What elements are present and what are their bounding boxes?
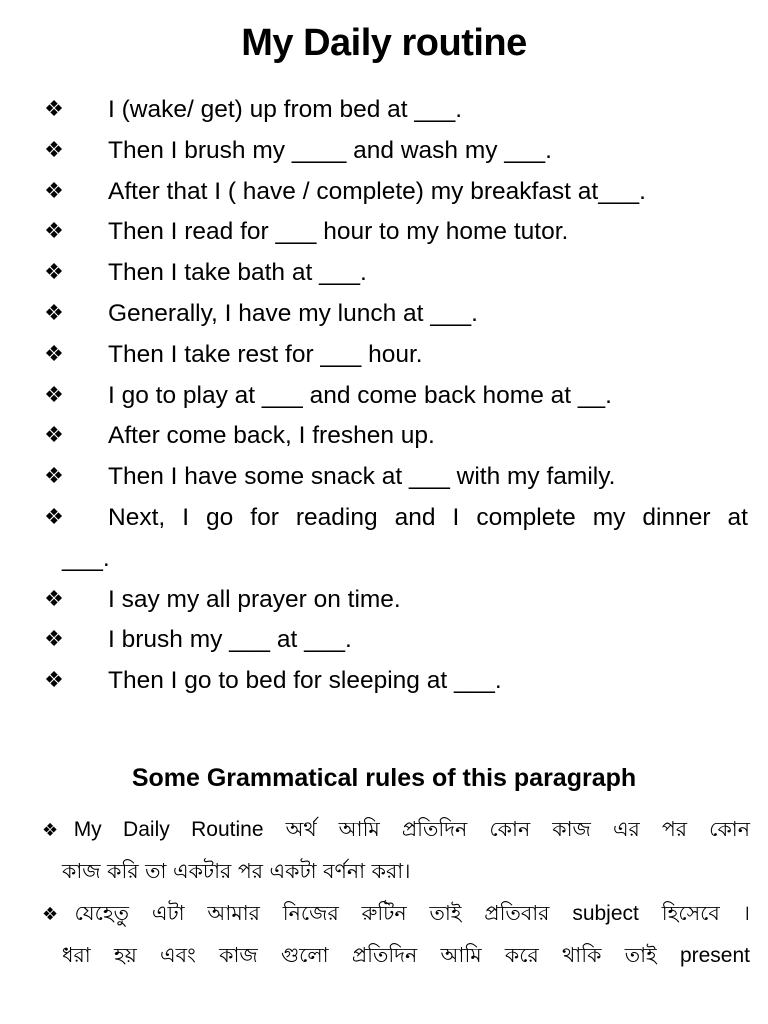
diamond-bullet-icon: ❖ — [44, 178, 64, 204]
rule-2-bengali-a: যেহেতু এটা আমার নিজের রুটিন তাই প্রতিবার — [74, 901, 550, 925]
list-item-text: After come back, I freshen up. — [108, 422, 435, 450]
diamond-bullet-icon: ❖ — [44, 219, 64, 245]
section-heading: Some Grammatical rules of this paragraph — [131, 764, 637, 792]
rule-2-line-1 — [42, 892, 750, 934]
diamond-bullet-icon: ❖ — [44, 137, 64, 163]
rule-2-latin: subject — [572, 902, 639, 925]
diamond-bullet-icon: ❖ — [44, 464, 64, 490]
list-item — [0, 335, 768, 376]
list-item — [0, 253, 768, 294]
diamond-bullet-icon: ❖ — [44, 586, 64, 612]
list-item-text: Next, I go for reading and I complete my dinner at — [108, 503, 748, 531]
rule-1-latin: My Daily Routine — [73, 818, 264, 841]
list-item-text: I say my all prayer on time. — [108, 585, 401, 613]
rule-1-line-1 — [42, 808, 750, 850]
list-item-text: Then I go to bed for sleeping at ___. — [108, 667, 502, 695]
list-item-text: Then I read for ___ hour to my home tutor. — [108, 218, 569, 246]
list-item — [0, 498, 768, 580]
diamond-bullet-icon: ❖ — [44, 341, 64, 367]
list-item — [0, 172, 768, 213]
diamond-bullet-icon: ❖ — [42, 904, 75, 925]
rule-2-line-2 — [62, 934, 750, 976]
list-item-text: After that I ( have / complete) my breakfast at___. — [108, 177, 646, 205]
list-item — [0, 90, 768, 131]
list-item — [0, 661, 768, 702]
diamond-bullet-icon: ❖ — [42, 820, 74, 841]
list-item-text-continuation: ___. — [62, 544, 110, 572]
page-title: My Daily routine — [241, 22, 527, 64]
diamond-bullet-icon: ❖ — [44, 260, 64, 286]
list-item-text: I brush my ___ at ___. — [108, 626, 352, 654]
list-item-text: Then I take rest for ___ hour. — [108, 340, 423, 368]
list-item-text: I go to play at ___ and come back home at __. — [108, 381, 612, 409]
list-item — [0, 376, 768, 417]
diamond-bullet-icon: ❖ — [44, 382, 64, 408]
diamond-bullet-icon: ❖ — [44, 423, 64, 449]
rule-1-bengali: অর্থ আমি প্রতিদিন কোন কাজ এর পর কোন — [285, 817, 750, 841]
list-item — [0, 416, 768, 457]
list-item-text: I (wake/ get) up from bed at ___. — [108, 96, 463, 123]
diamond-bullet-icon: ❖ — [44, 668, 64, 694]
rule-2-line-2-bengali: ধরা হয় এবং কাজ গুলো প্রতিদিন আমি করে থাকি তাই — [62, 943, 657, 967]
rule-2-bengali-b: হিসেবে । — [661, 901, 750, 925]
diamond-bullet-icon: ❖ — [44, 300, 64, 326]
list-item — [0, 580, 768, 621]
diamond-bullet-icon: ❖ — [44, 504, 64, 530]
list-item-text: Then I have some snack at ___ with my family. — [108, 463, 616, 491]
rule-2-line-2-latin: present — [679, 944, 750, 967]
list-item — [0, 131, 768, 172]
routine-list — [0, 90, 768, 702]
diamond-bullet-icon: ❖ — [44, 97, 64, 122]
list-item — [0, 212, 768, 253]
list-item — [0, 457, 768, 498]
rule-1-line-2: কাজ করি তা একটার পর একটা বর্ণনা করা। — [62, 859, 411, 883]
list-item-text: Then I brush my ____ and wash my ___. — [108, 136, 552, 164]
list-item — [0, 620, 768, 661]
diamond-bullet-icon: ❖ — [44, 627, 64, 653]
list-item — [0, 294, 768, 335]
list-item-text: Then I take bath at ___. — [108, 259, 367, 287]
grammar-rules — [42, 808, 750, 976]
list-item-text: Generally, I have my lunch at ___. — [108, 299, 478, 327]
